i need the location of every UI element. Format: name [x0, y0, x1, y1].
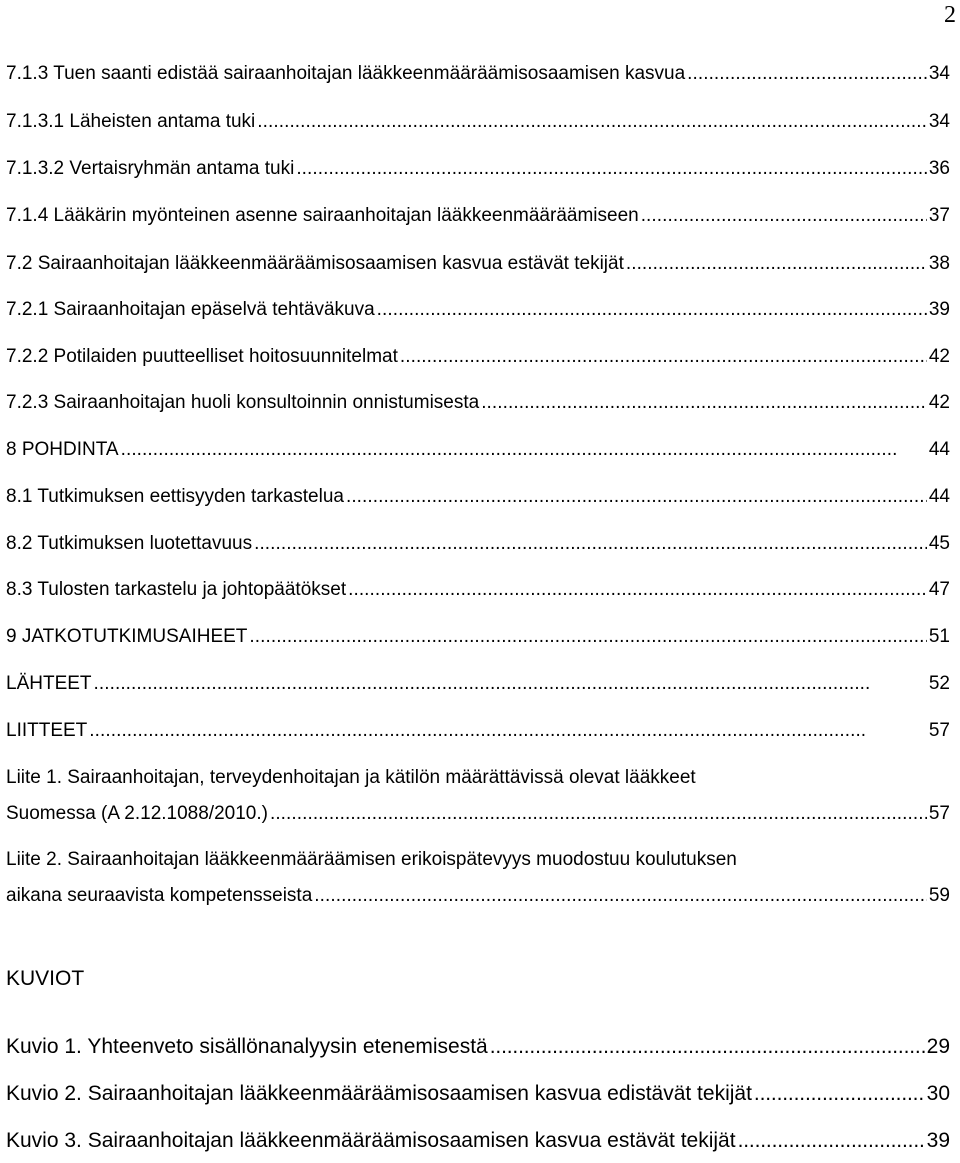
- toc-entry-page: 42: [928, 392, 950, 413]
- toc-entry: [6, 62, 950, 86]
- toc-entry-page: 34: [928, 111, 950, 132]
- figure-entry: [6, 1128, 950, 1154]
- dot-leader: [481, 391, 927, 415]
- dot-leader: [738, 1128, 925, 1154]
- dot-leader: [94, 672, 927, 696]
- toc-entry-label: LÄHTEET: [6, 673, 92, 694]
- dot-leader: [348, 578, 927, 602]
- toc-entry: [6, 157, 950, 181]
- figures-heading: KUVIOT: [6, 967, 85, 990]
- appendix-title: Liite 2. Sairaanhoitajan lääkkeenmääräämisen erikoispätevyys muodostuu koulutuksen: [6, 849, 737, 870]
- page-number: 2: [944, 2, 956, 28]
- dot-leader: [490, 1034, 925, 1060]
- dot-leader: [257, 110, 927, 134]
- toc-entry: [6, 204, 950, 228]
- toc-entry: [6, 672, 950, 696]
- figure-entry: [6, 1081, 950, 1107]
- figure-entry-page: 39: [926, 1129, 950, 1152]
- dot-leader: [754, 1081, 925, 1107]
- figure-entry-page: 30: [926, 1082, 950, 1105]
- toc-entry-label: 7.2.1 Sairaanhoitajan epäselvä tehtäväkuva: [6, 299, 375, 320]
- appendix-title-continued: aikana seuraavista kompetensseista: [6, 885, 313, 906]
- dot-leader: [249, 625, 926, 649]
- toc-entry-page: 42: [928, 346, 950, 367]
- dot-leader: [314, 884, 927, 908]
- dot-leader: [641, 204, 927, 228]
- toc-entry: [6, 578, 950, 602]
- toc-entry-page: 52: [928, 673, 950, 694]
- toc-entry-label: 8 POHDINTA: [6, 439, 119, 460]
- toc-entry: [6, 485, 950, 509]
- toc-entry-label: 8.3 Tulosten tarkastelu ja johtopäätökset: [6, 579, 347, 600]
- toc-entry-label: LIITTEET: [6, 720, 88, 741]
- figure-entry-label: Kuvio 2. Sairaanhoitajan lääkkeenmääräämisosaamisen kasvua edistävät tekijät: [6, 1082, 752, 1105]
- dot-leader: [296, 157, 927, 181]
- toc-entry-page: 51: [928, 626, 950, 647]
- dot-leader: [377, 298, 927, 322]
- toc-entry-label: 7.1.3 Tuen saanti edistää sairaanhoitajan lääkkeenmääräämisosaamisen kasvua: [6, 63, 686, 84]
- dot-leader: [626, 252, 927, 276]
- toc-entry-page: 36: [928, 158, 950, 179]
- toc-entry-page: 44: [928, 439, 950, 460]
- toc-entry: [6, 719, 950, 743]
- appendix-entry-continued: [6, 802, 950, 826]
- dot-leader: [346, 485, 927, 509]
- dot-leader: [270, 802, 927, 826]
- toc-entry-label: 8.2 Tutkimuksen luotettavuus: [6, 533, 253, 554]
- appendix-page: 59: [928, 885, 950, 906]
- toc-entry-page: 45: [928, 533, 950, 554]
- toc-entry-label: 8.1 Tutkimuksen eettisyyden tarkastelua: [6, 486, 344, 507]
- appendix-entry: [6, 848, 950, 872]
- dot-leader: [89, 719, 927, 743]
- toc-entry: [6, 625, 950, 649]
- figure-entry-page: 29: [926, 1035, 950, 1058]
- toc-entry-label: 7.2.3 Sairaanhoitajan huoli konsultoinnin onnistumisesta: [6, 392, 480, 413]
- toc-entry: [6, 298, 950, 322]
- toc-entry: [6, 391, 950, 415]
- dot-leader: [254, 532, 927, 556]
- toc-entry-page: 47: [928, 579, 950, 600]
- appendix-title-continued: Suomessa (A 2.12.1088/2010.): [6, 803, 268, 824]
- figure-entry-label: Kuvio 3. Sairaanhoitajan lääkkeenmääräämisosaamisen kasvua estävät tekijät: [6, 1129, 736, 1152]
- toc-entry-page: 37: [928, 205, 950, 226]
- toc-entry-page: 39: [928, 299, 950, 320]
- toc-entry-label: 7.1.4 Lääkärin myönteinen asenne sairaanhoitajan lääkkeenmääräämiseen: [6, 205, 639, 226]
- toc-entry: [6, 252, 950, 276]
- toc-entry: [6, 345, 950, 369]
- appendix-title: Liite 1. Sairaanhoitajan, terveydenhoitajan ja kätilön määrättävissä olevat lääkkeet: [6, 767, 696, 788]
- dot-leader: [400, 345, 927, 369]
- toc-entry: [6, 110, 950, 134]
- appendix-entry: [6, 766, 950, 790]
- dot-leader: [687, 62, 927, 86]
- toc-entry: [6, 438, 950, 462]
- toc-entry-label: 7.1.3.2 Vertaisryhmän antama tuki: [6, 158, 295, 179]
- dot-leader: [121, 438, 927, 462]
- toc-entry-label: 7.1.3.1 Läheisten antama tuki: [6, 111, 256, 132]
- appendix-page: 57: [928, 803, 950, 824]
- toc-entry-label: 7.2.2 Potilaiden puutteelliset hoitosuunnitelmat: [6, 346, 398, 367]
- toc-entry-page: 44: [928, 486, 950, 507]
- toc-entry-label: 7.2 Sairaanhoitajan lääkkeenmääräämisosaamisen kasvua estävät tekijät: [6, 253, 624, 274]
- figure-entry: [6, 1034, 950, 1060]
- toc-entry: [6, 532, 950, 556]
- toc-entry-page: 38: [928, 253, 950, 274]
- toc-entry-page: 34: [928, 63, 950, 84]
- toc-entry-label: 9 JATKOTUTKIMUSAIHEET: [6, 626, 248, 647]
- appendix-entry-continued: [6, 884, 950, 908]
- figure-entry-label: Kuvio 1. Yhteenveto sisällönanalyysin etenemisestä: [6, 1035, 488, 1058]
- toc-entry-page: 57: [928, 720, 950, 741]
